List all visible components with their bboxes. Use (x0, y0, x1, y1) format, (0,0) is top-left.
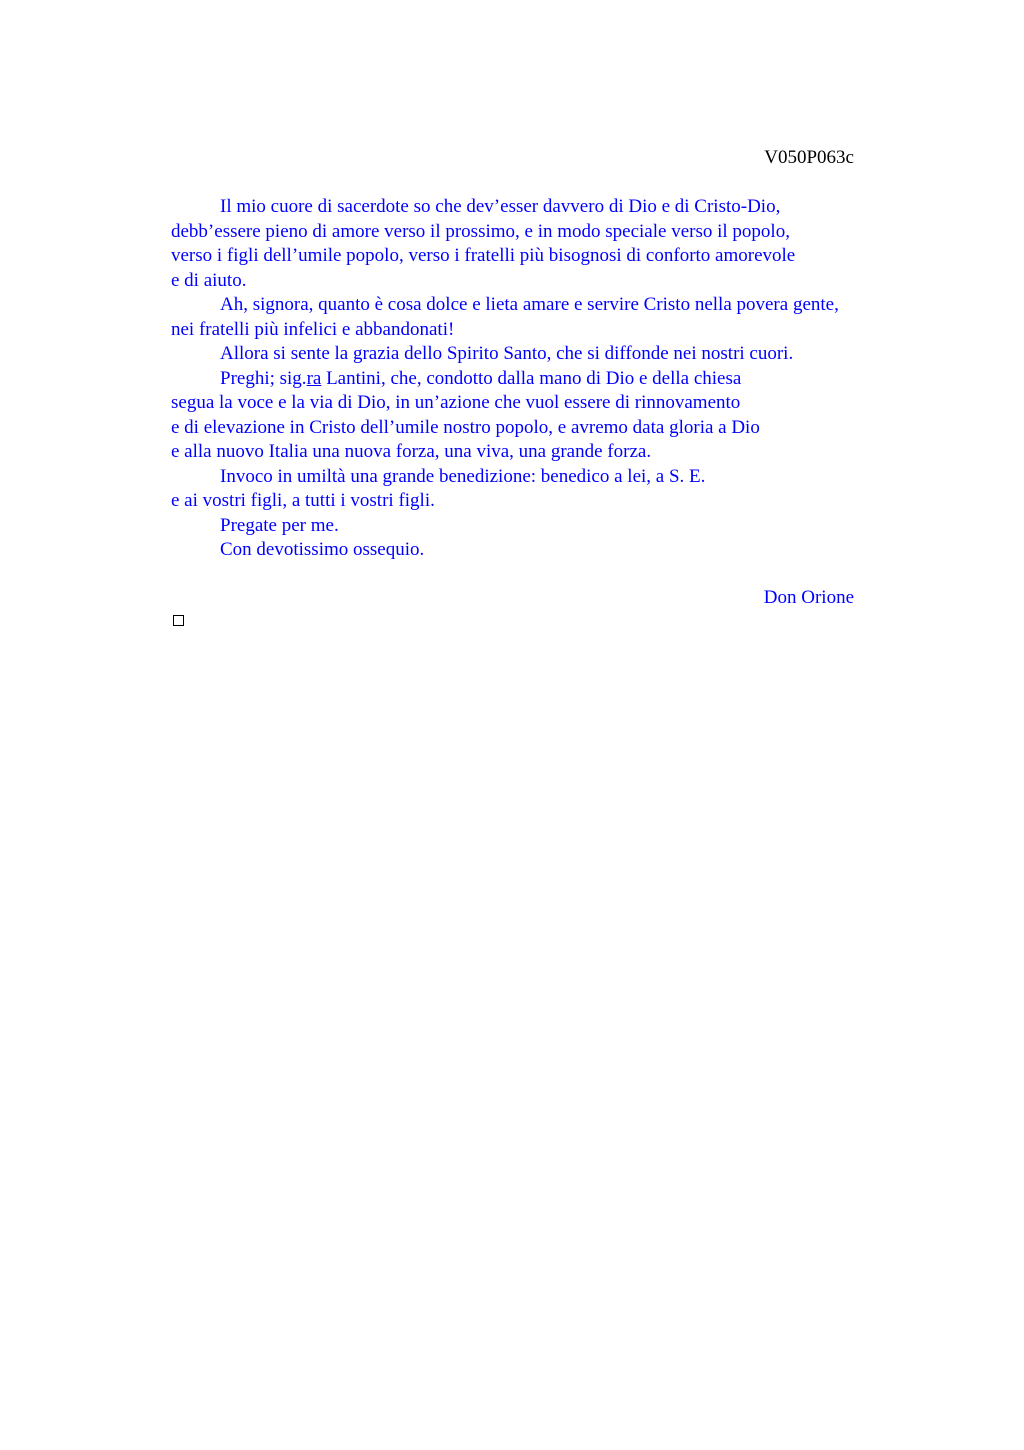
letter-body (171, 195, 901, 563)
document-id: V050P063c (764, 147, 854, 168)
letter-line: Invoco in umiltà una grande benedizione: benedico a lei, a S. E. (220, 465, 706, 487)
letter-line: Con devotissimo ossequio. (220, 539, 425, 560)
letter-line: debb’essere pieno di amore verso il prossimo, e in modo speciale verso il popolo, (171, 220, 790, 242)
letter-line: verso i figli dell’umile popolo, verso i fratelli più bisognosi di conforto amorevole (171, 245, 796, 266)
letter-line-part: Preghi; sig. (220, 367, 307, 389)
letter-line (171, 367, 901, 392)
letter-line: Allora si sente la grazia dello Spirito Santo, che si diffonde nei nostri cuori. (220, 343, 794, 364)
letter-line: segua la voce e la via di Dio, in un’azione che vuol essere di rinnovamento (171, 392, 741, 413)
end-marker-icon (173, 615, 184, 626)
letter-line-part: Lantini, che, condotto dalla mano di Dio e della chiesa (321, 367, 742, 389)
letter-line: Il mio cuore di sacerdote so che dev’esser davvero di Dio e di Cristo-Dio, (220, 196, 781, 217)
underlined-abbreviation: ra (306, 367, 322, 389)
signature: Don Orione (763, 587, 854, 608)
letter-line: e ai vostri figli, a tutti i vostri figli. (171, 490, 435, 511)
letter-line: e di elevazione in Cristo dell’umile nostro popolo, e avremo data gloria a Dio (171, 416, 760, 438)
letter-line: Ah, signora, quanto è cosa dolce e lieta amare e servire Cristo nella povera gente, (220, 294, 839, 315)
letter-line: e di aiuto. (171, 269, 247, 291)
letter-line: e alla nuovo Italia una nuova forza, una viva, una grande forza. (171, 441, 652, 462)
letter-line: Pregate per me. (220, 514, 339, 536)
letter-line: nei fratelli più infelici e abbandonati! (171, 318, 455, 340)
